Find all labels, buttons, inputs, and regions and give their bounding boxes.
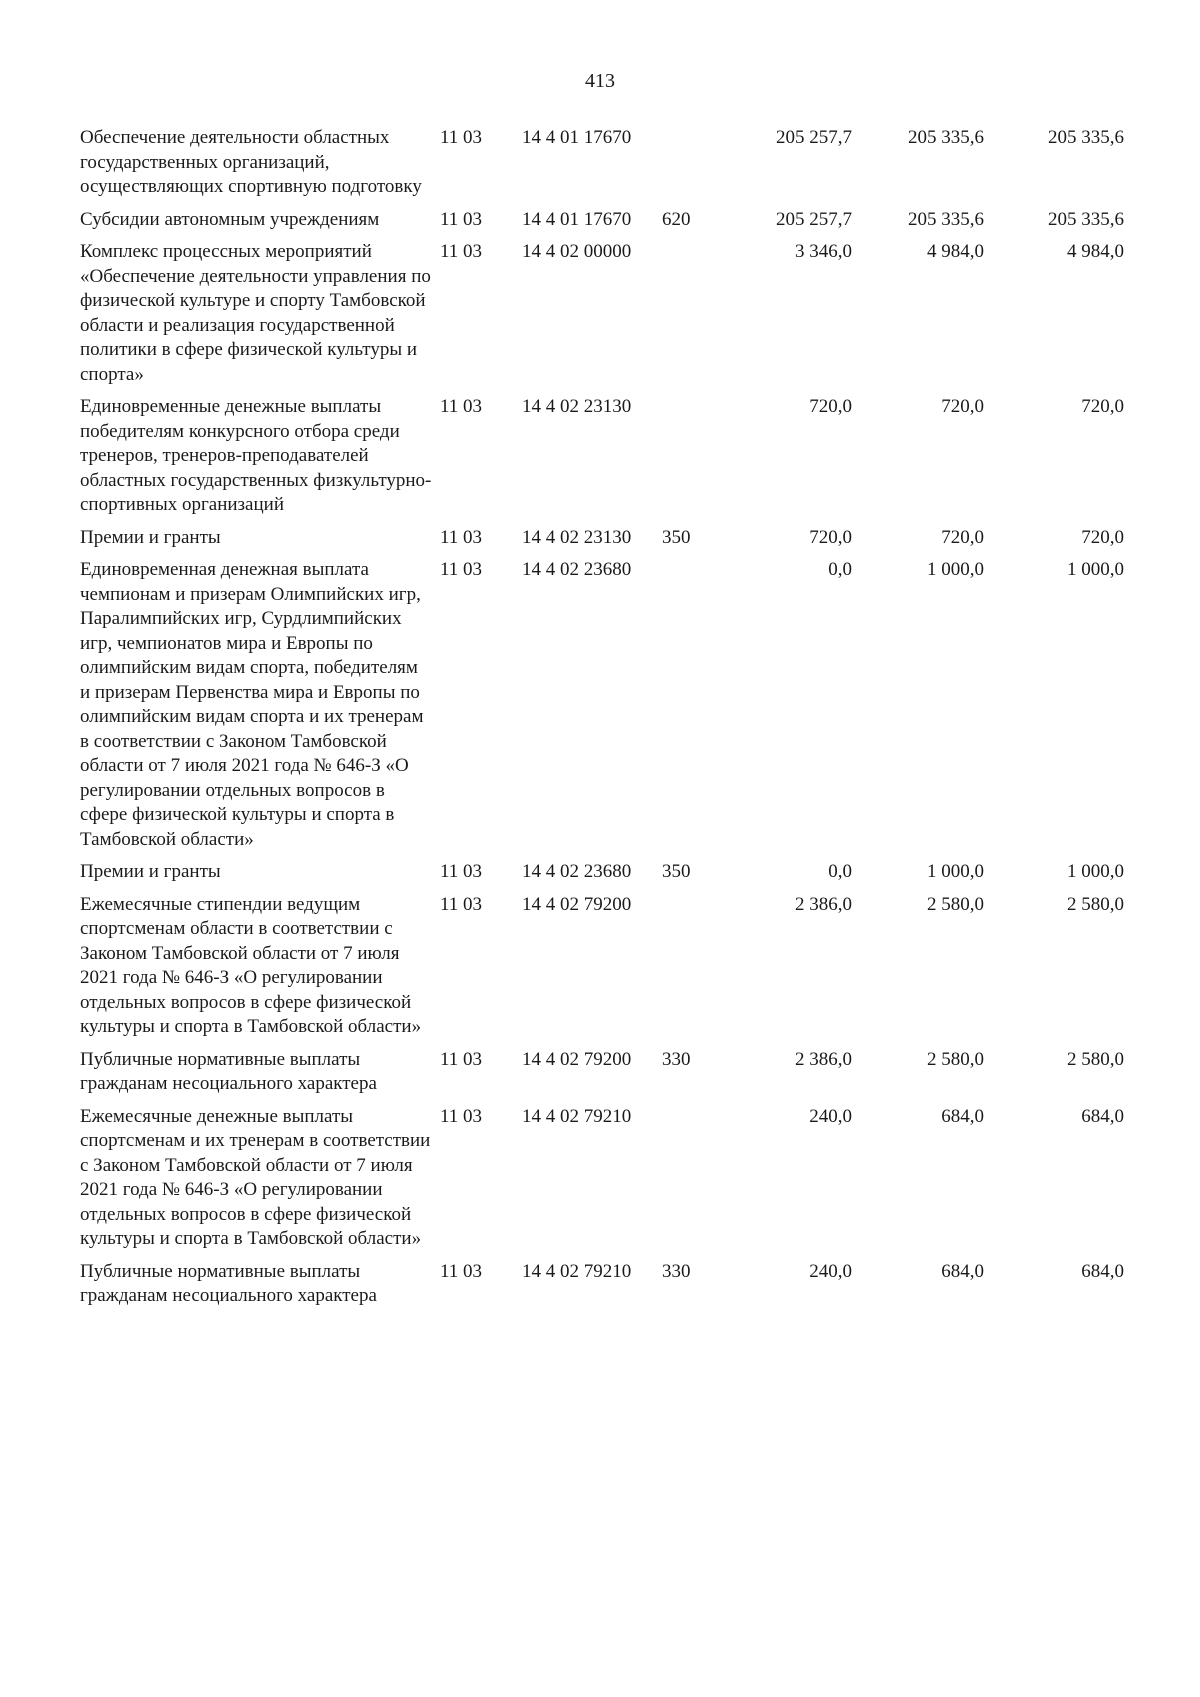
row-expense-type: 350 — [662, 861, 691, 882]
table-row — [80, 208, 1180, 233]
row-target-code: 14 4 01 17670 — [522, 127, 632, 148]
row-amount-year-3: 684,0 — [1081, 1260, 1124, 1282]
row-amount-year-3: 1 000,0 — [1067, 559, 1124, 580]
row-amount-year-1: 0,0 — [828, 861, 852, 882]
table-row — [80, 558, 1180, 852]
row-amount-year-3: 2 580,0 — [1067, 893, 1124, 915]
row-section-code: 11 03 — [440, 127, 483, 148]
row-expense-type — [662, 240, 718, 387]
page-number: 413 — [585, 70, 615, 92]
row-expense-type: 330 — [662, 1260, 691, 1282]
row-amount-year-3: 2 580,0 — [1067, 1048, 1124, 1070]
row-section-code: 11 03 — [440, 396, 483, 417]
row-target-code: 14 4 02 79200 — [522, 1048, 632, 1070]
row-amount-year-3: 205 335,6 — [1048, 127, 1124, 148]
row-amount-year-3: 1 000,0 — [1067, 861, 1124, 882]
row-target-code: 14 4 02 23130 — [522, 396, 632, 417]
row-expense-type — [662, 395, 718, 518]
row-amount-year-3: 4 984,0 — [1067, 241, 1124, 262]
row-target-code: 14 4 02 23130 — [522, 526, 632, 548]
row-section-code: 11 03 — [440, 1105, 483, 1127]
row-section-code: 11 03 — [440, 526, 483, 548]
row-amount-year-2: 2 580,0 — [927, 1048, 984, 1070]
table-row — [80, 1048, 1180, 1097]
row-target-code: 14 4 02 79210 — [522, 1105, 632, 1127]
row-amount-year-1: 0,0 — [828, 559, 852, 580]
row-name: Премии и гранты — [80, 526, 221, 548]
row-amount-year-1: 3 346,0 — [795, 241, 852, 262]
row-amount-year-2: 720,0 — [941, 396, 984, 417]
row-amount-year-2: 4 984,0 — [927, 241, 984, 262]
row-amount-year-3: 684,0 — [1081, 1105, 1124, 1127]
row-section-code: 11 03 — [440, 1048, 483, 1070]
row-amount-year-2: 2 580,0 — [927, 893, 984, 915]
row-name: Ежемесячные стипендии ведущим спортсменам области в соответствии с Законом Тамбовской области от 7 июля 2021 года № 646-З «О регулировании отдельных вопросов в сфере физической культуры и спорта в Тамбовской области» — [80, 893, 422, 1037]
row-name: Публичные нормативные выплаты гражданам несоциального характера — [80, 1048, 377, 1094]
row-amount-year-2: 1 000,0 — [927, 559, 984, 580]
row-name: Премии и гранты — [80, 861, 221, 882]
row-target-code: 14 4 02 79200 — [522, 893, 632, 915]
row-name: Обеспечение деятельности областных государственных организаций, осуществляющих спортивную подготовку — [80, 127, 422, 197]
row-target-code: 14 4 02 79210 — [522, 1260, 632, 1282]
row-expense-type: 620 — [662, 208, 691, 230]
row-section-code: 11 03 — [440, 1260, 483, 1282]
row-amount-year-3: 720,0 — [1081, 526, 1124, 548]
row-name: Субсидии автономным учреждениям — [80, 208, 380, 230]
row-name: Ежемесячные денежные выплаты спортсменам и их тренерам в соответствии с Законом Тамбовской области от 7 июля 2021 года № 646-З «О регулировании отдельных вопросов в сфере физической культуры и спорта в Тамбовской области» — [80, 1105, 431, 1249]
table-row — [80, 240, 1180, 387]
row-amount-year-1: 2 386,0 — [795, 1048, 852, 1070]
row-amount-year-1: 2 386,0 — [795, 893, 852, 915]
row-amount-year-3: 205 335,6 — [1048, 208, 1124, 230]
table-row — [80, 893, 1180, 1040]
row-expense-type: 330 — [662, 1048, 691, 1070]
row-amount-year-1: 720,0 — [809, 526, 852, 548]
row-target-code: 14 4 02 00000 — [522, 241, 632, 262]
table-row — [80, 126, 1180, 200]
row-name: Единовременная денежная выплата чемпионам и призерам Олимпийских игр, Паралимпийских игр, Сурдлимпийских игр, чемпионатов мира и Европы по олимпийским видам спорта, победителям и призерам Первенства мира и Европы по олимпийским видам спорта и их тренерам в соответствии с Законом Тамбовской области от 7 июля 2021 года № 646-З «О регулировании отдельных вопросов в сфере физической культуры и спорта в Тамбовской области» — [80, 559, 424, 850]
row-section-code: 11 03 — [440, 208, 483, 230]
row-amount-year-1: 205 257,7 — [776, 208, 852, 230]
row-amount-year-1: 240,0 — [809, 1260, 852, 1282]
row-target-code: 14 4 02 23680 — [522, 559, 632, 580]
row-amount-year-3: 720,0 — [1081, 396, 1124, 417]
table-row — [80, 1105, 1180, 1252]
row-section-code: 11 03 — [440, 893, 483, 915]
row-section-code: 11 03 — [440, 559, 483, 580]
row-expense-type — [662, 893, 718, 1040]
row-target-code: 14 4 02 23680 — [522, 861, 632, 882]
row-amount-year-2: 205 335,6 — [908, 127, 984, 148]
row-section-code: 11 03 — [440, 241, 483, 262]
row-amount-year-2: 205 335,6 — [908, 208, 984, 230]
row-amount-year-1: 240,0 — [809, 1105, 852, 1127]
row-amount-year-2: 1 000,0 — [927, 861, 984, 882]
row-expense-type — [662, 1105, 718, 1252]
row-amount-year-2: 720,0 — [941, 526, 984, 548]
table-row — [80, 395, 1180, 518]
row-name: Публичные нормативные выплаты гражданам несоциального характера — [80, 1260, 377, 1306]
row-amount-year-1: 205 257,7 — [776, 127, 852, 148]
row-target-code: 14 4 01 17670 — [522, 208, 632, 230]
row-name: Единовременные денежные выплаты победителям конкурсного отбора среди тренеров, тренеров-преподавателей областных государственных физкультурно-спортивных организаций — [80, 396, 432, 515]
table-row — [80, 526, 1180, 551]
table-row — [80, 860, 1180, 885]
row-section-code: 11 03 — [440, 861, 483, 882]
row-amount-year-2: 684,0 — [941, 1260, 984, 1282]
row-amount-year-2: 684,0 — [941, 1105, 984, 1127]
row-expense-type: 350 — [662, 526, 691, 548]
row-amount-year-1: 720,0 — [809, 396, 852, 417]
row-expense-type — [662, 558, 718, 852]
budget-table — [80, 126, 1180, 1317]
row-expense-type — [662, 126, 718, 200]
table-row — [80, 1260, 1180, 1309]
row-name: Комплекс процессных мероприятий «Обеспечение деятельности управления по физической культуре и спорту Тамбовской области и реализация государственной политики в сфере физической культуры и спорта» — [80, 241, 431, 385]
